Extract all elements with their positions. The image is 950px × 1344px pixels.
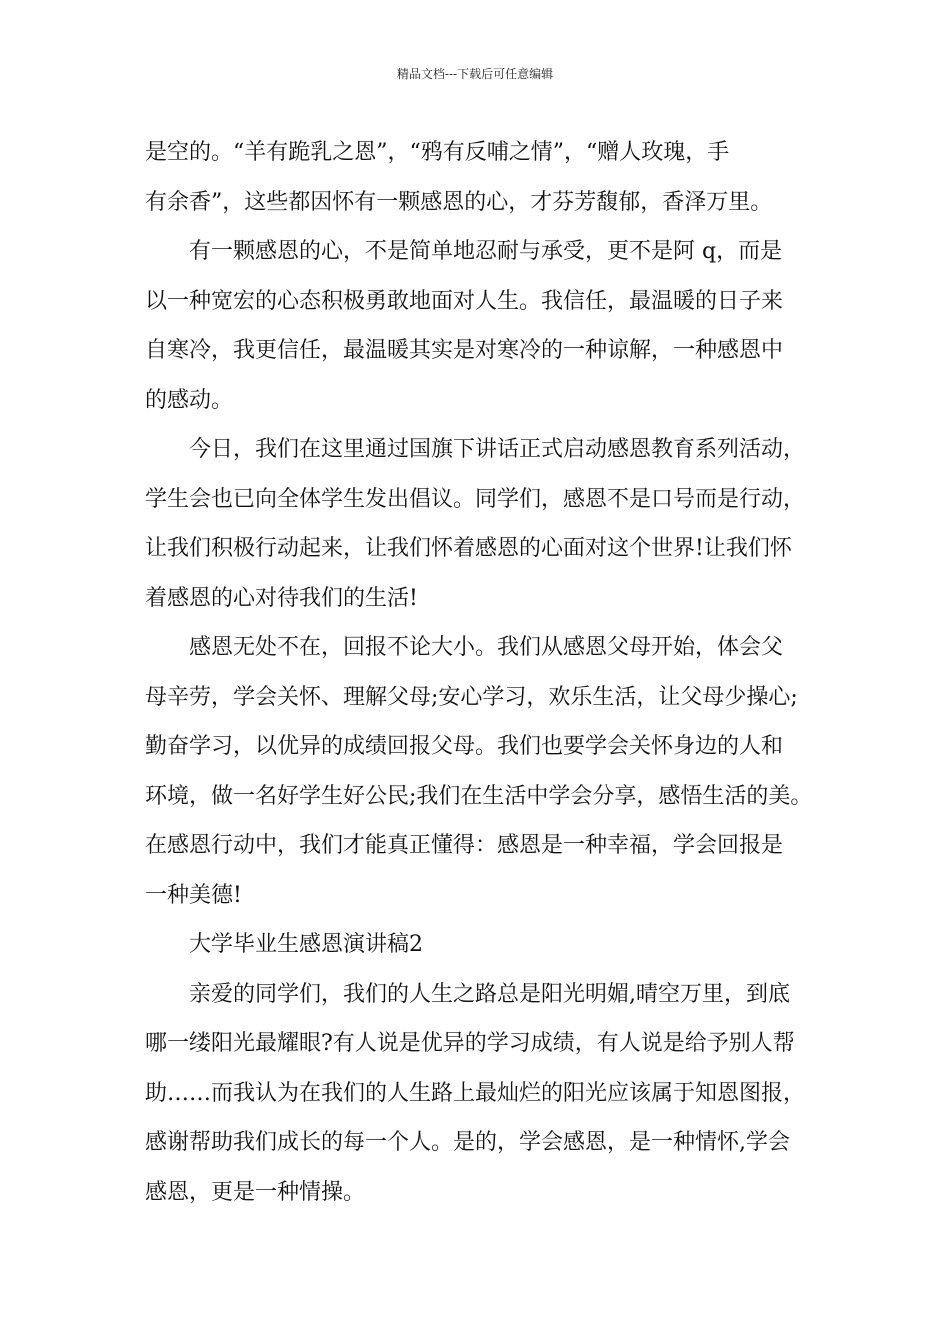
text-line: 着感恩的心对待我们的生活! bbox=[145, 585, 418, 611]
text-line: 哪一缕阳光最耀眼?有人说是优异的学习成绩，有人说是给予别人帮 bbox=[145, 1031, 795, 1056]
page-header: 精品文档---下载后可任意编辑 bbox=[396, 67, 554, 81]
text-line: 母辛劳，学会关怀、理解父母;安心学习，欢乐生活，让父母少操心; bbox=[145, 684, 798, 710]
text-line: 感谢帮助我们成长的每一个人。是的，学会感恩，是一种情怀,学会 bbox=[145, 1130, 790, 1155]
section-heading: 大学毕业生感恩演讲稿2 bbox=[189, 932, 423, 957]
text-line: 感恩，更是一种情操。 bbox=[145, 1179, 366, 1205]
text-line: 感恩无处不在，回报不论大小。我们从感恩父母开始，体会父 bbox=[189, 635, 784, 660]
text-line: 学生会也已向全体学生发出倡议。同学们，感恩不是口号而是行动， bbox=[145, 486, 806, 512]
text-line: 勤奋学习，以优异的成绩回报父母。我们也要学会关怀身边的人和 bbox=[145, 734, 784, 759]
text-line: 今日，我们在这里通过国旗下讲话正式启动感恩教育系列活动， bbox=[189, 437, 806, 462]
text-line: 有一颗感恩的心，不是简单地忍耐与承受，更不是阿 q，而是 bbox=[189, 239, 783, 264]
text-line: 的感动。 bbox=[145, 387, 234, 413]
text-line: 是空的。“羊有跪乳之恩”，“鸦有反哺之情”，“赠人玫瑰，手 bbox=[145, 140, 730, 165]
text-line: 环境，做一名好学生好公民;我们在生活中学会分享，感悟生活的美。 bbox=[145, 783, 813, 809]
text-line: 以一种宽宏的心态积极勇敢地面对人生。我信任，最温暖的日子来 bbox=[145, 288, 784, 314]
text-line: 在感恩行动中，我们才能真正懂得：感恩是一种幸福，学会回报是 bbox=[145, 833, 784, 858]
document-body bbox=[145, 128, 813, 1217]
text-line: 自寒冷，我更信任，最温暖其实是对寒冷的一种谅解，一种感恩中 bbox=[145, 338, 784, 363]
text-line: 一种美德! bbox=[145, 882, 242, 908]
text-line: 让我们积极行动起来，让我们怀着感恩的心面对这个世界!让我们怀 bbox=[145, 536, 792, 561]
text-line: 亲爱的同学们，我们的人生之路总是阳光明媚,晴空万里，到底 bbox=[189, 981, 790, 1007]
text-line: 助……而我认为在我们的人生路上最灿烂的阳光应该属于知恩图报， bbox=[145, 1080, 806, 1106]
text-line: 有余香”，这些都因怀有一颗感恩的心，才芬芳馥郁，香泽万里。 bbox=[145, 189, 773, 215]
